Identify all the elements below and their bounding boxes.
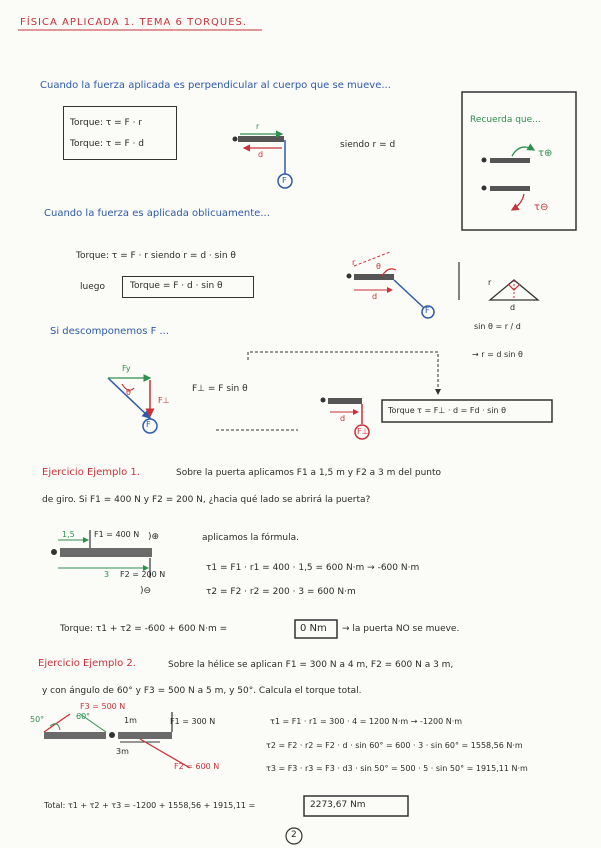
luego-label: luego — [80, 282, 105, 292]
label-f1: F1 = 400 N — [94, 530, 140, 539]
label-f1-300: F1 = 300 N — [170, 717, 216, 726]
perp-force-label: F⊥ — [357, 427, 369, 436]
torque-negative: τ⊖ — [534, 202, 549, 213]
force-label: F — [282, 176, 287, 185]
torque-oblique-line: Torque: τ = F · r siendo r = d · sin θ — [76, 251, 236, 261]
fx-label: F⊥ — [158, 396, 170, 405]
example1-text2: de giro. Si F1 = 400 N y F2 = 200 N, ¿hacia qué lado se abrirá la puerta? — [42, 495, 371, 505]
page-title: FÍSICA APLICADA 1. TEMA 6 TORQUES. — [20, 17, 248, 28]
oblique-force-label: F — [425, 306, 430, 315]
triangle-diagram — [490, 280, 538, 300]
example1-conclusion: → la puerta NO se mueve. — [342, 624, 460, 634]
section1-intro: Cuando la fuerza aplicada es perpendicular al cuerpo que se mueve... — [40, 80, 391, 91]
example1-title: Ejercicio Ejemplo 1. — [42, 467, 140, 478]
example1-total: Torque: τ1 + τ2 = -600 + 600 N·m = — [60, 624, 228, 634]
fperp-equation: F⊥ = F sin θ — [192, 384, 248, 394]
example1-note: aplicamos la fórmula. — [202, 533, 299, 543]
oblique-force-diagram — [347, 252, 435, 318]
formula-torque-r: Torque: τ = F · r — [70, 118, 143, 128]
oblique-formula: Torque = F · d · sin θ — [130, 281, 223, 291]
triangle-r: r — [488, 278, 492, 287]
example1-text1: Sobre la puerta aplicamos F1 a 1,5 m y F2 a 3 m del punto — [176, 468, 442, 478]
example2-tau2: τ2 = F2 · r2 = F2 · d · sin 60° = 600 · 3 · sin 60° = 1558,56 N·m — [266, 741, 523, 750]
perp-formula: Torque τ = F⊥ · d = Fd · sin θ — [388, 406, 507, 415]
decomp-force: F — [146, 420, 151, 429]
reminder-diagrams — [482, 147, 535, 210]
example1-tau2: τ2 = F2 · r2 = 200 · 3 = 600 N·m — [206, 587, 356, 597]
decomp-theta: θ — [126, 388, 131, 397]
label-3m: 3m — [116, 747, 129, 756]
label-f2: F2 = 200 N — [120, 570, 166, 579]
d-label: d — [372, 292, 378, 301]
r-label: r — [352, 258, 356, 267]
label-f2-600: F2 = 600 N — [174, 762, 220, 771]
arrow-d-label: d — [258, 150, 264, 159]
example2-total: Total: τ1 + τ2 + τ3 = -1200 + 1558,56 + 1915,11 = — [44, 801, 256, 810]
example2-text2: y con ángulo de 60° y F3 = 500 N a 5 m, y 50°. Calcula el torque total. — [42, 686, 362, 696]
label-3: 3 — [104, 570, 110, 579]
example2-tau3: τ3 = F3 · r3 = F3 · d3 · sin 50° = 500 · 5 · sin 50° = 1915,11 N·m — [266, 764, 528, 773]
formula-torque-d: Torque: τ = F · d — [70, 139, 145, 149]
label-1m: 1m — [124, 716, 137, 725]
page-number: 2 — [291, 830, 297, 840]
section2-intro: Cuando la fuerza es aplicada oblicuamente... — [44, 208, 270, 219]
angle-60: 60° — [76, 712, 91, 721]
triangle-d: d — [510, 303, 516, 312]
reminder-title: Recuerda que... — [470, 115, 541, 125]
ccw-sign: )⊕ — [148, 532, 160, 542]
note-r-equals-d: siendo r = d — [340, 140, 396, 150]
example2-total-boxed: 2273,67 Nm — [310, 800, 366, 810]
cw-sign: )⊖ — [140, 586, 152, 596]
fy-label: Fy — [122, 364, 131, 373]
perp-d-label: d — [340, 414, 346, 423]
angle-50: 50° — [30, 715, 45, 724]
example1-total-boxed: 0 Nm — [300, 623, 327, 634]
label-1-5: 1,5 — [62, 530, 75, 539]
example2-tau1: τ1 = F1 · r1 = 300 · 4 = 1200 N·m → -1200 N·m — [270, 717, 463, 726]
example2-title: Ejercicio Ejemplo 2. — [38, 658, 136, 669]
label-f3: F3 = 500 N — [80, 702, 126, 711]
torque-positive: τ⊕ — [538, 148, 553, 159]
section3-intro: Si descomponemos F ... — [50, 326, 170, 337]
propeller-diagram — [44, 712, 190, 768]
example1-tau1: τ1 = F1 · r1 = 400 · 1,5 = 600 N·m → -600 N·m — [206, 563, 420, 573]
formula-box-1 — [63, 106, 177, 160]
sin-definition: sin θ = r / d — [474, 322, 521, 331]
arrow-r-label: r — [256, 122, 260, 131]
example2-text1: Sobre la hélice se aplican F1 = 300 N a 4 m, F2 = 600 N a 3 m, — [168, 660, 454, 670]
r-equation: → r = d sin θ — [472, 350, 523, 359]
theta-label: θ — [376, 262, 381, 271]
